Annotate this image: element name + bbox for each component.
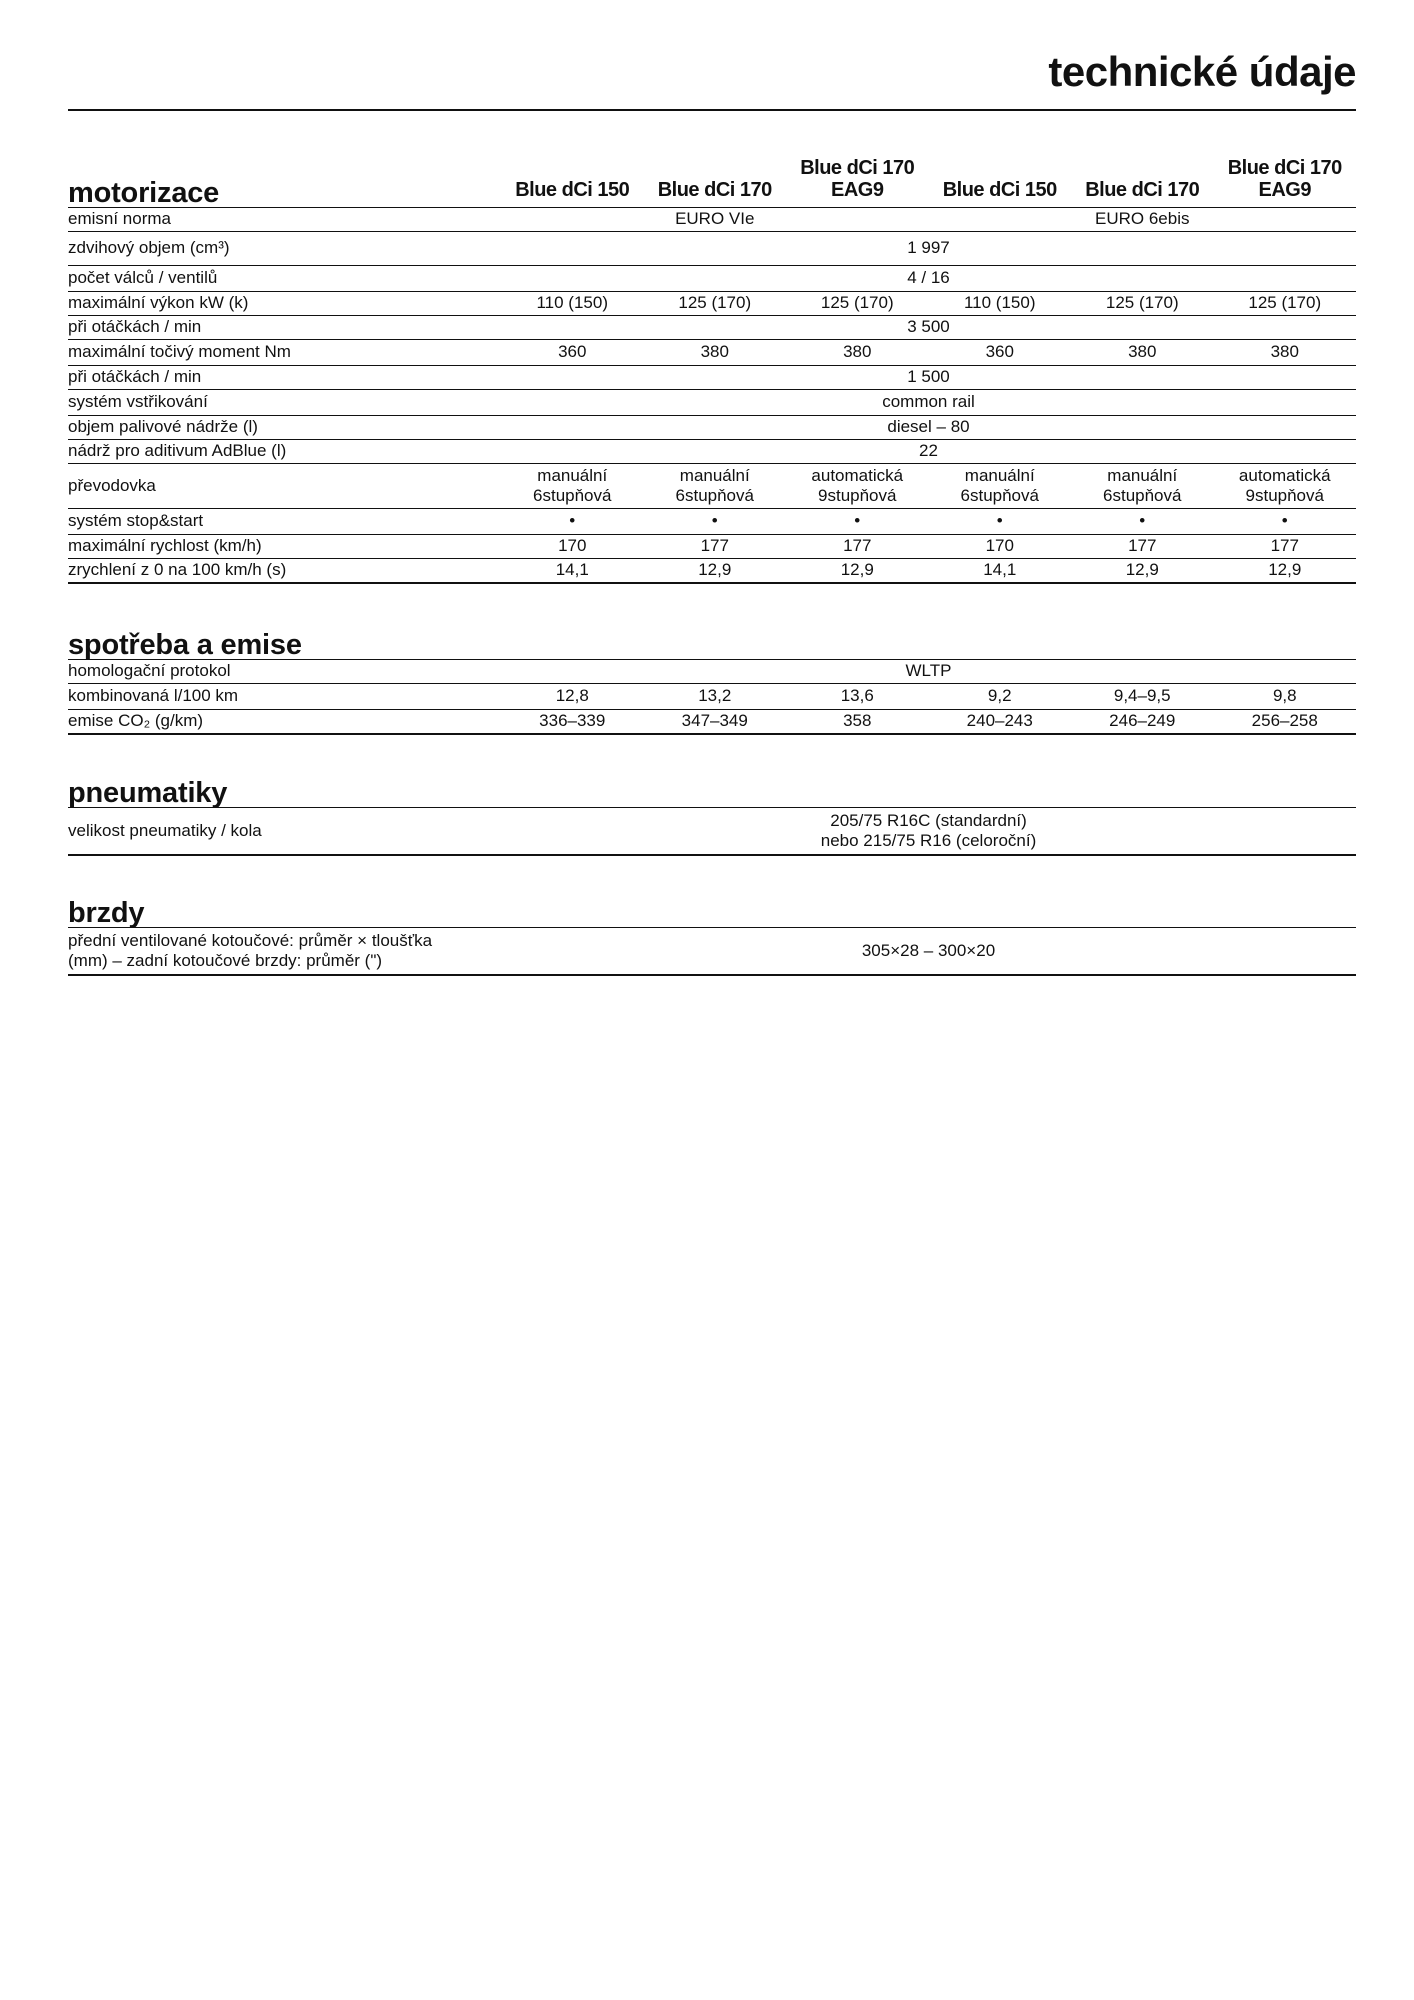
torque-value: 380 xyxy=(1071,339,1214,365)
injection-value: common rail xyxy=(501,389,1356,415)
section-title-consumption: spotřeba a emise xyxy=(68,628,302,661)
row-label: homologační protokol xyxy=(68,659,501,683)
bullet-icon: • xyxy=(1214,508,1357,534)
row-label: emise CO₂ (g/km) xyxy=(68,709,501,734)
row-label: při otáčkách / min xyxy=(68,365,501,389)
power-rpm-value: 3 500 xyxy=(501,315,1356,339)
bullet-icon: • xyxy=(786,508,929,534)
consumption-header-row xyxy=(68,612,1356,659)
row-label: kombinovaná l/100 km xyxy=(68,683,501,709)
row-tyre-size xyxy=(68,807,1356,855)
row-co2-emissions xyxy=(68,709,1356,734)
row-acceleration xyxy=(68,558,1356,583)
consumption-value: 9,2 xyxy=(929,683,1072,709)
co2-value: 347–349 xyxy=(644,709,787,734)
engine-header-row xyxy=(68,142,1356,207)
fuel-tank-value: diesel – 80 xyxy=(501,415,1356,439)
row-torque xyxy=(68,339,1356,365)
row-label: přední ventilované kotoučové: průměr × tloušťka (mm) – zadní kotoučové brzdy: průměr (") xyxy=(68,927,501,975)
emission-norm-group-1: EURO VIe xyxy=(501,207,929,231)
row-label: emisní norma xyxy=(68,207,501,231)
consumption-value: 13,6 xyxy=(786,683,929,709)
bullet-icon: • xyxy=(501,508,644,534)
power-value: 125 (170) xyxy=(1071,291,1214,315)
top-speed-value: 177 xyxy=(786,534,929,558)
bullet-icon: • xyxy=(929,508,1072,534)
gearbox-value: manuální 6stupňová xyxy=(644,463,787,508)
acceleration-value: 14,1 xyxy=(929,558,1072,583)
title-divider xyxy=(68,109,1356,111)
top-speed-value: 177 xyxy=(1214,534,1357,558)
top-speed-value: 177 xyxy=(1071,534,1214,558)
gearbox-value: automatická 9stupňová xyxy=(786,463,929,508)
tyres-header-row xyxy=(68,760,1356,807)
column-header-3: Blue dCi 170 EAG9 xyxy=(800,156,915,201)
row-label: počet válců / ventilů xyxy=(68,265,501,291)
gearbox-value: manuální 6stupňová xyxy=(929,463,1072,508)
engine-table xyxy=(68,142,1356,584)
row-power-rpm xyxy=(68,315,1356,339)
displacement-value: 1 997 xyxy=(501,231,1356,265)
consumption-value: 9,8 xyxy=(1214,683,1357,709)
consumption-table xyxy=(68,612,1356,735)
section-title-engine: motorizace xyxy=(68,176,220,209)
co2-value: 358 xyxy=(786,709,929,734)
power-value: 125 (170) xyxy=(644,291,787,315)
top-speed-value: 177 xyxy=(644,534,787,558)
row-label: maximální točivý moment Nm xyxy=(68,339,501,365)
torque-value: 360 xyxy=(501,339,644,365)
row-combined-consumption xyxy=(68,683,1356,709)
column-header-1: Blue dCi 150 xyxy=(515,178,630,201)
cylinders-value: 4 / 16 xyxy=(501,265,1356,291)
gearbox-value: manuální 6stupňová xyxy=(501,463,644,508)
torque-value: 380 xyxy=(644,339,787,365)
row-label: systém vstřikování xyxy=(68,389,501,415)
torque-rpm-value: 1 500 xyxy=(501,365,1356,389)
column-header-4: Blue dCi 150 xyxy=(942,178,1057,201)
row-label: při otáčkách / min xyxy=(68,315,501,339)
power-value: 110 (150) xyxy=(929,291,1072,315)
top-speed-value: 170 xyxy=(929,534,1072,558)
power-value: 125 (170) xyxy=(786,291,929,315)
emission-norm-group-2: EURO 6ebis xyxy=(929,207,1357,231)
co2-value: 240–243 xyxy=(929,709,1072,734)
column-header-5: Blue dCi 170 xyxy=(1085,178,1200,201)
row-label: systém stop&start xyxy=(68,508,501,534)
row-cylinders xyxy=(68,265,1356,291)
consumption-value: 12,8 xyxy=(501,683,644,709)
row-label: zdvihový objem (cm³) xyxy=(68,231,501,265)
row-label: nádrž pro aditivum AdBlue (l) xyxy=(68,439,501,463)
acceleration-value: 12,9 xyxy=(1071,558,1214,583)
bullet-icon: • xyxy=(644,508,787,534)
torque-value: 380 xyxy=(1214,339,1357,365)
bullet-icon: • xyxy=(1071,508,1214,534)
row-label: maximální výkon kW (k) xyxy=(68,291,501,315)
co2-value: 246–249 xyxy=(1071,709,1214,734)
row-stop-start xyxy=(68,508,1356,534)
row-homologation xyxy=(68,659,1356,683)
row-label: maximální rychlost (km/h) xyxy=(68,534,501,558)
torque-value: 380 xyxy=(786,339,929,365)
column-header-6: Blue dCi 170 EAG9 xyxy=(1227,156,1342,201)
row-label: převodovka xyxy=(68,463,501,508)
section-title-brakes: brzdy xyxy=(68,896,145,929)
homologation-value: WLTP xyxy=(501,659,1356,683)
column-header-2: Blue dCi 170 xyxy=(657,178,772,201)
co2-value: 256–258 xyxy=(1214,709,1357,734)
row-label: zrychlení z 0 na 100 km/h (s) xyxy=(68,558,501,583)
power-value: 110 (150) xyxy=(501,291,644,315)
adblue-value: 22 xyxy=(501,439,1356,463)
tyre-size-value: 205/75 R16C (standardní) nebo 215/75 R16 (celoroční) xyxy=(501,807,1356,855)
acceleration-value: 12,9 xyxy=(786,558,929,583)
brakes-table xyxy=(68,880,1356,976)
row-emission-norm xyxy=(68,207,1356,231)
co2-value: 336–339 xyxy=(501,709,644,734)
consumption-value: 9,4–9,5 xyxy=(1071,683,1214,709)
power-value: 125 (170) xyxy=(1214,291,1357,315)
torque-value: 360 xyxy=(929,339,1072,365)
tyres-table xyxy=(68,760,1356,856)
consumption-value: 13,2 xyxy=(644,683,787,709)
row-power xyxy=(68,291,1356,315)
brakes-header-row xyxy=(68,880,1356,927)
section-title-tyres: pneumatiky xyxy=(68,776,228,809)
row-top-speed xyxy=(68,534,1356,558)
page-title: technické údaje xyxy=(1048,48,1356,95)
row-brake-discs xyxy=(68,927,1356,975)
top-speed-value: 170 xyxy=(501,534,644,558)
row-injection xyxy=(68,389,1356,415)
row-label: velikost pneumatiky / kola xyxy=(68,807,501,855)
row-torque-rpm xyxy=(68,365,1356,389)
acceleration-value: 12,9 xyxy=(1214,558,1357,583)
brake-discs-value: 305×28 – 300×20 xyxy=(501,927,1356,975)
row-adblue xyxy=(68,439,1356,463)
row-fuel-tank xyxy=(68,415,1356,439)
acceleration-value: 12,9 xyxy=(644,558,787,583)
gearbox-value: automatická 9stupňová xyxy=(1214,463,1357,508)
gearbox-value: manuální 6stupňová xyxy=(1071,463,1214,508)
row-displacement xyxy=(68,231,1356,265)
row-gearbox xyxy=(68,463,1356,508)
acceleration-value: 14,1 xyxy=(501,558,644,583)
row-label: objem palivové nádrže (l) xyxy=(68,415,501,439)
